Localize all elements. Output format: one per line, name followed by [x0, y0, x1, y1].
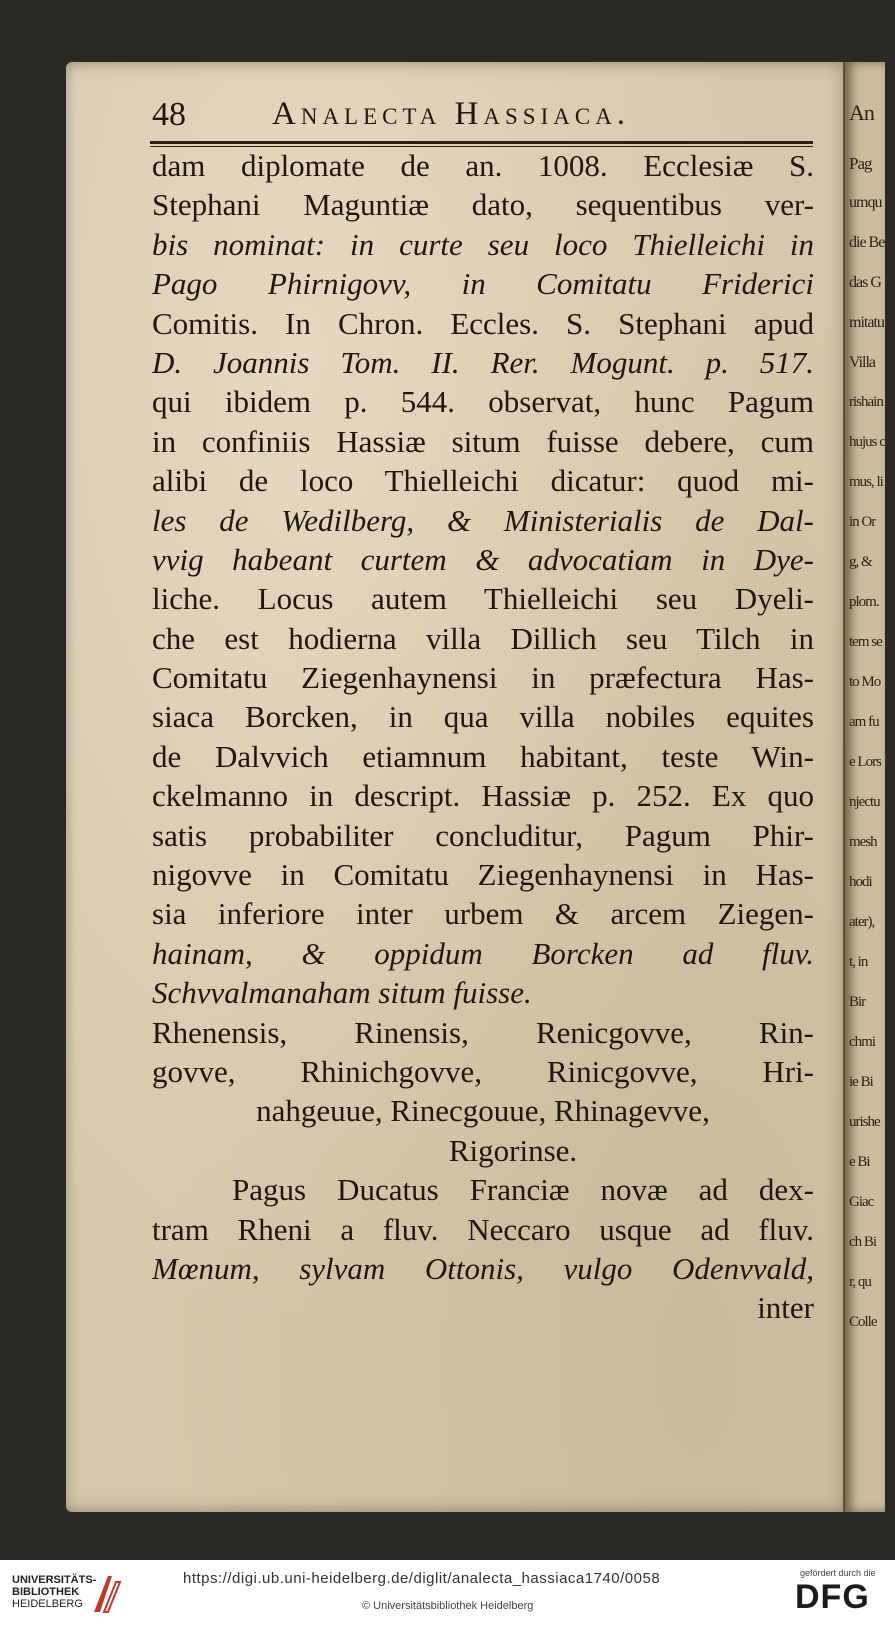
text-line: ckelmanno in descript. Hassiæ p. 252. Ex quo [152, 778, 814, 814]
text-line: bis nominat: in curte seu loco Thielleichi in [152, 226, 814, 262]
text-line: dam diplomate de an. 1008. Ecclesiæ S. [152, 148, 814, 183]
library-name-line: HEIDELBERG [12, 1598, 83, 1610]
next-page-fragment: mesh [849, 834, 877, 850]
next-page-fragment: Villa [849, 354, 876, 371]
library-name-line: BIBLIOTHEK [12, 1586, 80, 1598]
next-page-fragment: urishe [849, 1114, 880, 1130]
text-line: Mœnum, sylvam Ottonis, vulgo Odenvvald, [152, 1250, 814, 1286]
next-page-fragment: die Be [849, 234, 885, 251]
next-page-fragment: ater), [849, 914, 875, 930]
next-page-fragment: An [849, 100, 874, 125]
text-line: tram Rheni a fluv. Neccaro usque ad fluv. [152, 1211, 814, 1247]
text-line: Comitis. In Chron. Eccles. S. Stephani apud [152, 305, 814, 341]
body-text [152, 146, 814, 1328]
next-page-fragment: hodi [849, 874, 872, 890]
library-emblem-icon [90, 1572, 124, 1616]
viewer-footer [0, 1560, 895, 1628]
library-logo [12, 1574, 96, 1610]
text-line: vvig habeant curtem & advocatiam in Dye- [152, 541, 814, 577]
next-page-fragment: tem se [849, 634, 882, 650]
text-line: Rigorinse. [448, 1132, 578, 1168]
copyright-notice: © Universitätsbibliothek Heidelberg [362, 1600, 534, 1612]
dfg-logo: DFG [795, 1578, 870, 1616]
text-line: sia inferiore inter urbem & arcem Ziegen- [152, 896, 814, 932]
text-line: Pago Phirnigovv, in Comitatu Friderici [152, 266, 814, 302]
text-line: Schvvalmanaham situm fuisse. [152, 975, 532, 1011]
next-page-fragment: chmi [849, 1034, 875, 1050]
next-page-fragment: e Lors [849, 754, 881, 770]
next-page-fragment: e Bi [849, 1154, 870, 1170]
text-line: alibi de loco Thielleichi dicatur: quod mi- [152, 463, 814, 499]
text-line: Stephani Maguntiæ dato, sequentibus ver- [152, 187, 814, 223]
next-page-fragment: t, in [849, 954, 868, 970]
text-line: qui ibidem p. 544. observat, hunc Pagum [152, 384, 814, 420]
next-page-fragment: r, qu [849, 1274, 871, 1290]
text-line: satis probabiliter concluditur, Pagum Phir- [152, 817, 814, 853]
text-line: liche. Locus autem Thielleichi seu Dyeli- [152, 581, 814, 617]
text-line: siaca Borcken, in qua villa nobiles equites [152, 699, 814, 735]
page-header [152, 96, 812, 136]
text-line: nahgeuue, Rinecgouue, Rhinagevve, [256, 1093, 710, 1129]
next-page-fragment: ie Bi [849, 1074, 873, 1090]
text-line: hainam, & oppidum Borcken ad fluv. [152, 935, 814, 971]
funder-note: gefördert durch die [800, 1568, 876, 1578]
next-page-fragment: Pag [849, 154, 872, 173]
next-page-edge [845, 62, 885, 1512]
next-page-fragment: rishain [849, 394, 883, 410]
text-line: Rhenensis, Rinensis, Renicgovve, Rin- [152, 1014, 814, 1050]
next-page-fragment: to Mo [849, 674, 881, 690]
next-page-fragment: Colle [849, 1314, 877, 1330]
text-line: les de Wedilberg, & Ministerialis de Dal- [152, 502, 814, 538]
page-number: 48 [152, 96, 186, 133]
text-line: Pagus Ducatus Franciæ novæ ad dex- [232, 1172, 814, 1208]
text-line: in confiniis Hassiæ situm fuisse debere, cum [152, 423, 814, 459]
next-page-fragment: ch Bi [849, 1234, 877, 1250]
next-page-fragment: Bir [849, 994, 866, 1010]
text-line: Comitatu Ziegenhaynensi in præfectura Has- [152, 660, 814, 696]
text-line: govve, Rhinichgovve, Rinicgovve, Hri- [152, 1053, 814, 1089]
next-page-fragment: am fu [849, 714, 879, 730]
next-page-fragment: njectu [849, 794, 880, 810]
next-page-fragment: hujus c [849, 434, 885, 450]
next-page-fragment: mitatu [849, 314, 884, 331]
permalink-url[interactable]: https://digi.ub.uni-heidelberg.de/diglit/analecta_hassiaca1740/0058 [183, 1570, 661, 1587]
text-line: che est hodierna villa Dillich seu Tilch in [152, 620, 814, 656]
next-page-fragment: plom. [849, 594, 879, 610]
next-page-fragment: Giac [849, 1194, 874, 1210]
next-page-fragment: umqu [849, 194, 882, 211]
library-name-line: UNIVERSITÄTS- [12, 1574, 97, 1586]
text-line: de Dalvvich etiamnum habitant, teste Win- [152, 738, 814, 774]
text-line: nigovve in Comitatu Ziegenhaynensi in Has- [152, 857, 814, 893]
next-page-fragment: mus, li [849, 474, 883, 490]
running-title: Analecta Hassiaca. [272, 96, 631, 132]
next-page-fragment: das G [849, 274, 881, 291]
next-page-fragment: in Or [849, 514, 876, 530]
catchword: inter [757, 1290, 814, 1326]
text-line: D. Joannis Tom. II. Rer. Mogunt. p. 517. [152, 344, 814, 380]
next-page-fragment: g, & [849, 554, 872, 570]
